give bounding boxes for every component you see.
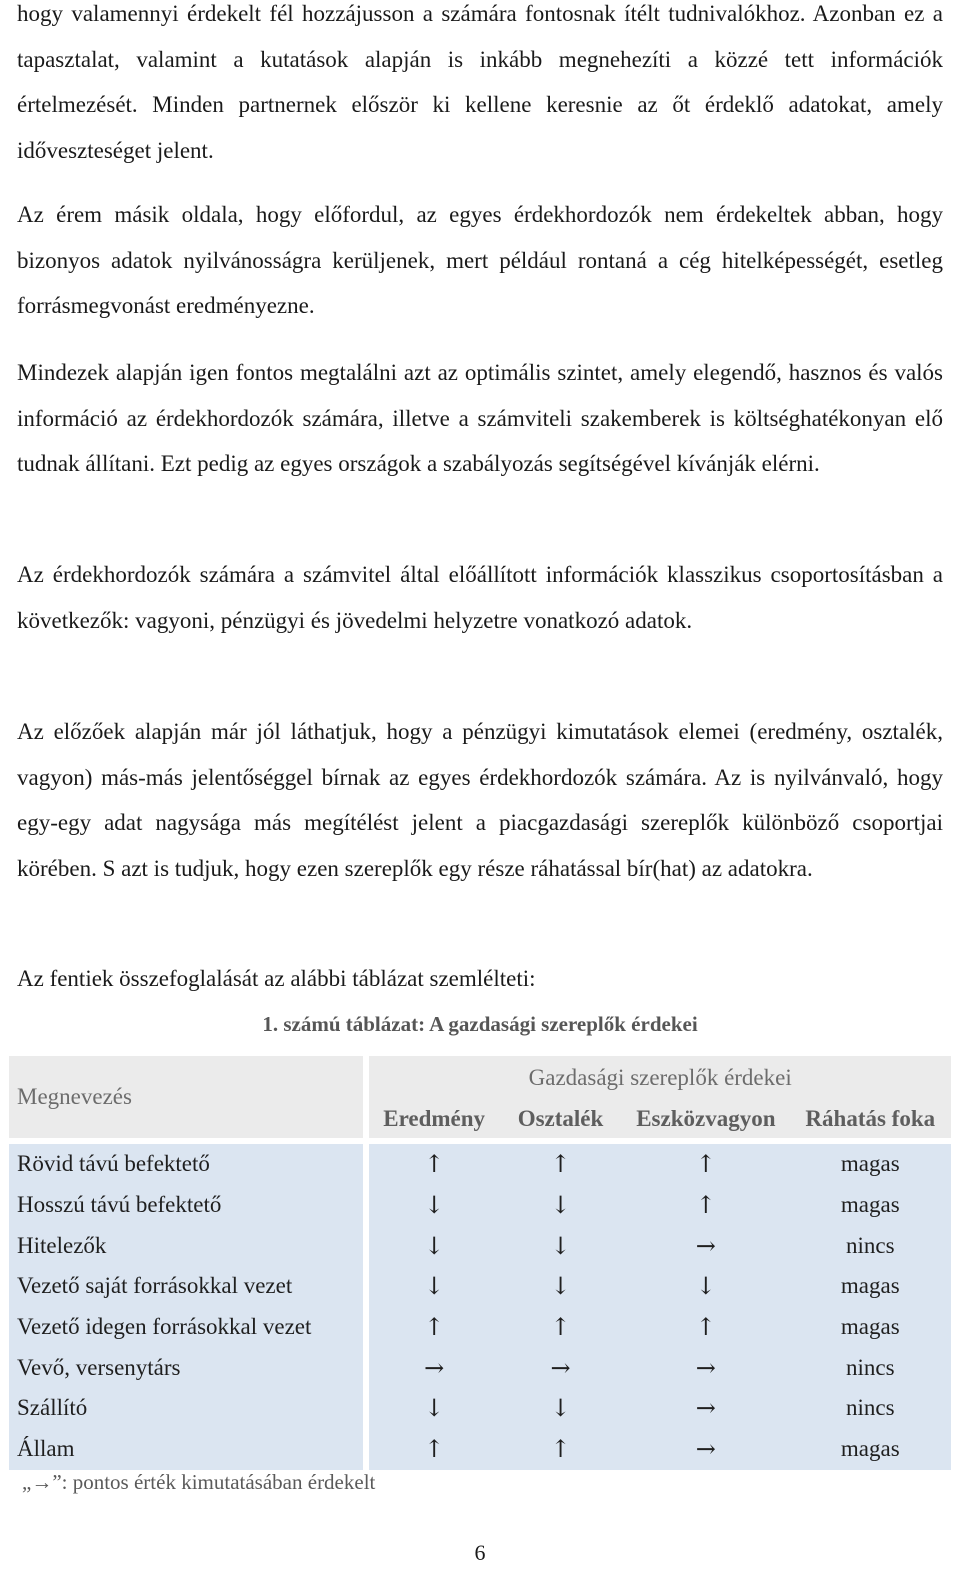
cell-osztalek: ↓ [499,1225,622,1266]
table-footnote: „→”: pontos érték kimutatásában érdekelt [22,1470,376,1494]
cell-rahatas: nincs [790,1388,951,1429]
page-number: 6 [474,1540,486,1565]
row-label: Vezető idegen forrásokkal vezet [9,1307,369,1348]
cell-osztalek: ↓ [499,1185,622,1226]
cell-rahatas: magas [790,1185,951,1226]
cell-osztalek: ↓ [499,1388,622,1429]
cell-osztalek: → [499,1347,622,1388]
table-row [9,1266,951,1307]
cell-eredmeny: → [369,1347,498,1388]
row-label: Rövid távú befektető [9,1144,369,1185]
cell-eszkozvagyon: ↑ [622,1144,789,1185]
table-intro-text: Az fentiek összefoglalását az alábbi táblázat szemlélteti: [17,966,536,991]
table-row [9,1144,951,1185]
row-label: Vevő, versenytárs [9,1347,369,1388]
row-label: Hosszú távú befektető [9,1185,369,1226]
cell-osztalek: ↓ [499,1266,622,1307]
table-row [9,1307,951,1348]
column-header-eredmeny: Eredmény [369,1100,498,1144]
row-label: Szállító [9,1388,369,1429]
interests-table [9,1056,951,1470]
table-row [9,1225,951,1266]
cell-eredmeny: ↓ [369,1225,498,1266]
cell-rahatas: magas [790,1307,951,1348]
column-header-rahatas: Ráhatás foka [790,1100,951,1144]
cell-osztalek: ↑ [499,1307,622,1348]
table-row [9,1429,951,1470]
cell-rahatas: magas [790,1144,951,1185]
paragraph-1: hogy valamennyi érdekelt fél hozzájusson a számára fontosnak ítélt tudnivalókhoz. Azonban ez a tapasztalat, valamint a kutatások alapján is inkább megnehezíti a közzé tett információk értelmezését. Minden partnernek először ki kellene keresnie az őt érdeklő adatokat, amely időveszteséget jelent. [17,1,943,163]
group-header: Gazdasági szereplők érdekei [369,1056,951,1100]
cell-eredmeny: ↑ [369,1429,498,1470]
cell-eredmeny: ↓ [369,1266,498,1307]
cell-eredmeny: ↓ [369,1185,498,1226]
row-label: Vezető saját forrásokkal vezet [9,1266,369,1307]
cell-eszkozvagyon: ↑ [622,1307,789,1348]
cell-eszkozvagyon: ↓ [622,1266,789,1307]
column-header-eszkozvagyon: Eszközvagyon [622,1100,789,1144]
cell-eredmeny: ↑ [369,1144,498,1185]
row-label: Hitelezők [9,1225,369,1266]
paragraph-3: Mindezek alapján igen fontos megtalálni azt az optimális szintet, amely elegendő, hasznos és valós információ az érdekhordozók számára, illetve a számviteli szakemberek is költséghatékonyan elő tudnak állítani. Ezt pedig az egyes országok a szabályozás segítségével kívánják elérni. [17,360,943,476]
cell-eredmeny: ↑ [369,1307,498,1348]
paragraph-2: Az érem másik oldala, hogy előfordul, az egyes érdekhordozók nem érdekeltek abban, hogy bizonyos adatok nyilvánosságra kerüljenek, mert például rontaná a cég hitelképességét, esetleg forrásmegvonást eredményezne. [17,202,943,318]
paragraph-5: Az előzőek alapján már jól láthatjuk, hogy a pénzügyi kimutatások elemei (eredmény, osztalék, vagyon) más-más jelentőséggel bírnak az egyes érdekhordozók számára. Az is nyilvánvaló, hogy egy-egy adat nagysága más megítélést jelent a piacgazdasági szereplők különböző csoportjai körében. S azt is tudjuk, hogy ezen szereplők egy része ráhatással bír(hat) az adatokra. [17,719,943,881]
table-row [9,1388,951,1429]
cell-rahatas: magas [790,1429,951,1470]
cell-osztalek: ↑ [499,1144,622,1185]
cell-eszkozvagyon: → [622,1429,789,1470]
cell-rahatas: magas [790,1266,951,1307]
cell-rahatas: nincs [790,1347,951,1388]
table-row [9,1347,951,1388]
cell-eredmeny: ↓ [369,1388,498,1429]
cell-eszkozvagyon: → [622,1388,789,1429]
row-label: Állam [9,1429,369,1470]
table-caption: 1. számú táblázat: A gazdasági szereplők érdekei [262,1012,698,1036]
cell-eszkozvagyon: → [622,1347,789,1388]
cell-eszkozvagyon: ↑ [622,1185,789,1226]
paragraph-4: Az érdekhordozók számára a számvitel által előállított információk klasszikus csoportosításban a következők: vagyoni, pénzügyi és jövedelmi helyzetre vonatkozó adatok. [17,562,943,633]
table-row [9,1185,951,1226]
name-column-header: Megnevezés [9,1056,369,1144]
cell-rahatas: nincs [790,1225,951,1266]
cell-eszkozvagyon: → [622,1225,789,1266]
cell-osztalek: ↑ [499,1429,622,1470]
column-header-osztalek: Osztalék [499,1100,622,1144]
